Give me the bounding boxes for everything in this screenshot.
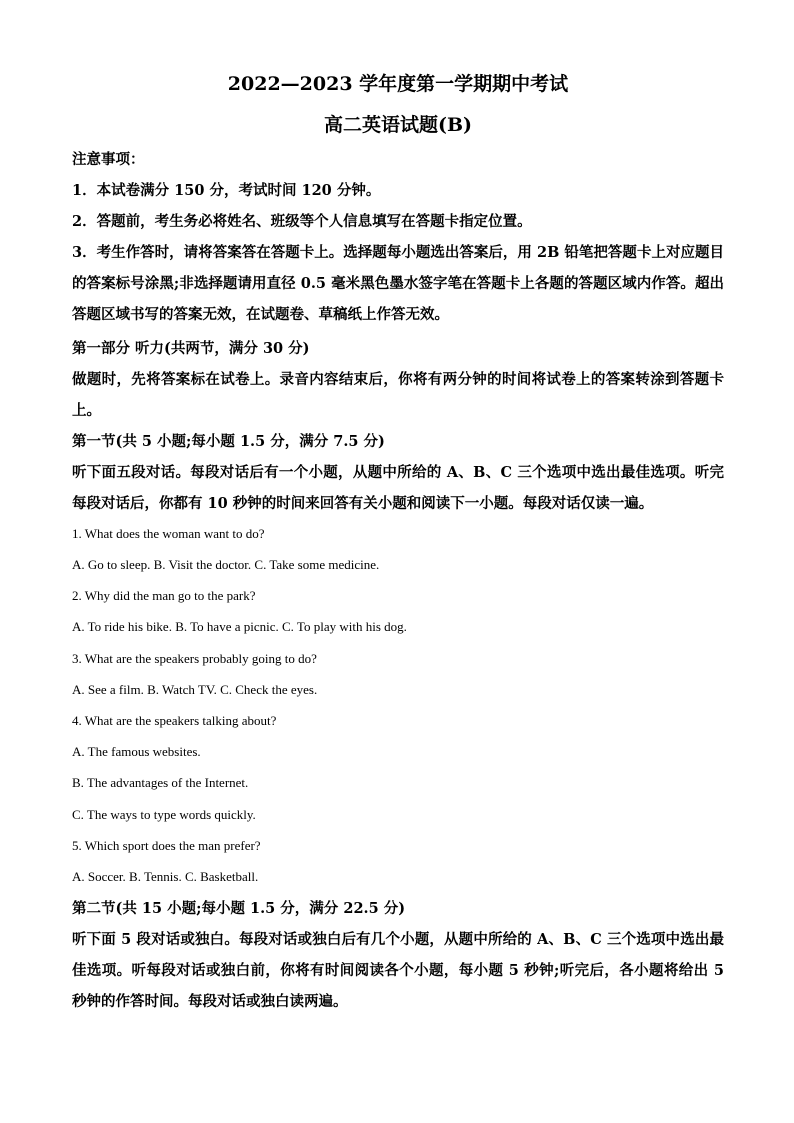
question-3: 3. What are the speakers probably going to do? — [72, 651, 317, 666]
section1-instruction: 听下面五段对话。每段对话后有一个小题，从题中所给的 A、B、C 三个选项中选出最佳选项。听完每段对话后，你都有 10 秒钟的时间来回答有关小题和阅读下一小题。每段对话仅读一遍。 — [72, 464, 724, 512]
part1-heading: 第一部分 听力(共两节，满分 30 分) — [72, 340, 310, 357]
note-item-1: 1．本试卷满分 150 分，考试时间 120 分钟。 — [72, 182, 381, 199]
question-5: 5. Which sport does the man prefer? — [72, 838, 261, 853]
part1-instruction: 做题时，先将答案标在试卷上。录音内容结束后，你将有两分钟的时间将试卷上的答案转涂到答题卡上。 — [72, 371, 724, 419]
question-5-options: A. Soccer. B. Tennis. C. Basketball. — [72, 869, 259, 884]
question-3-options: A. See a film. B. Watch TV. C. Check the eyes. — [72, 682, 318, 697]
question-1: 1. What does the woman want to do? — [72, 526, 265, 541]
question-4: 4. What are the speakers talking about? — [72, 713, 277, 728]
section2-heading: 第二节(共 15 小题;每小题 1.5 分，满分 22.5 分) — [72, 900, 406, 917]
note-item-2: 2．答题前，考生务必将姓名、班级等个人信息填写在答题卡指定位置。 — [72, 213, 532, 230]
notes-heading: 注意事项： — [72, 151, 145, 168]
section1-heading: 第一节(共 5 小题;每小题 1.5 分，满分 7.5 分) — [72, 433, 385, 450]
section2-instruction: 听下面 5 段对话或独白。每段对话或独白后有几个小题，从题中所给的 A、B、C 三个选项中选出最佳选项。听每段对话或独白前，你将有时间阅读各个小题，每小题 5 秒钟;听完后，各小题将给出 5 秒钟的作答时间。每段对话或独白读两遍。 — [72, 931, 724, 1010]
exam-subtitle: 高二英语试题(B) — [323, 114, 473, 136]
question-4-option-b: B. The advantages of the Internet. — [72, 775, 249, 790]
question-1-options: A. Go to sleep. B. Visit the doctor. C. Take some medicine. — [72, 557, 380, 572]
question-2-options: A. To ride his bike. B. To have a picnic. C. To play with his dog. — [72, 619, 407, 634]
question-4-option-a: A. The famous websites. — [72, 744, 201, 759]
exam-title: 2022—2023 学年度第一学期期中考试 — [227, 73, 569, 95]
question-4-option-c: C. The ways to type words quickly. — [72, 807, 256, 822]
question-2: 2. Why did the man go to the park? — [72, 588, 256, 603]
note-item-3: 3．考生作答时，请将答案答在答题卡上。选择题每小题选出答案后，用 2B 铅笔把答题卡上对应题目的答案标号涂黑;非选择题请用直径 0.5 毫米黑色墨水签字笔在答题卡上各题的答题区域内作答。超出答题区域书写的答案无效，在试题卷、草稿纸上作答无效。 — [72, 244, 724, 323]
